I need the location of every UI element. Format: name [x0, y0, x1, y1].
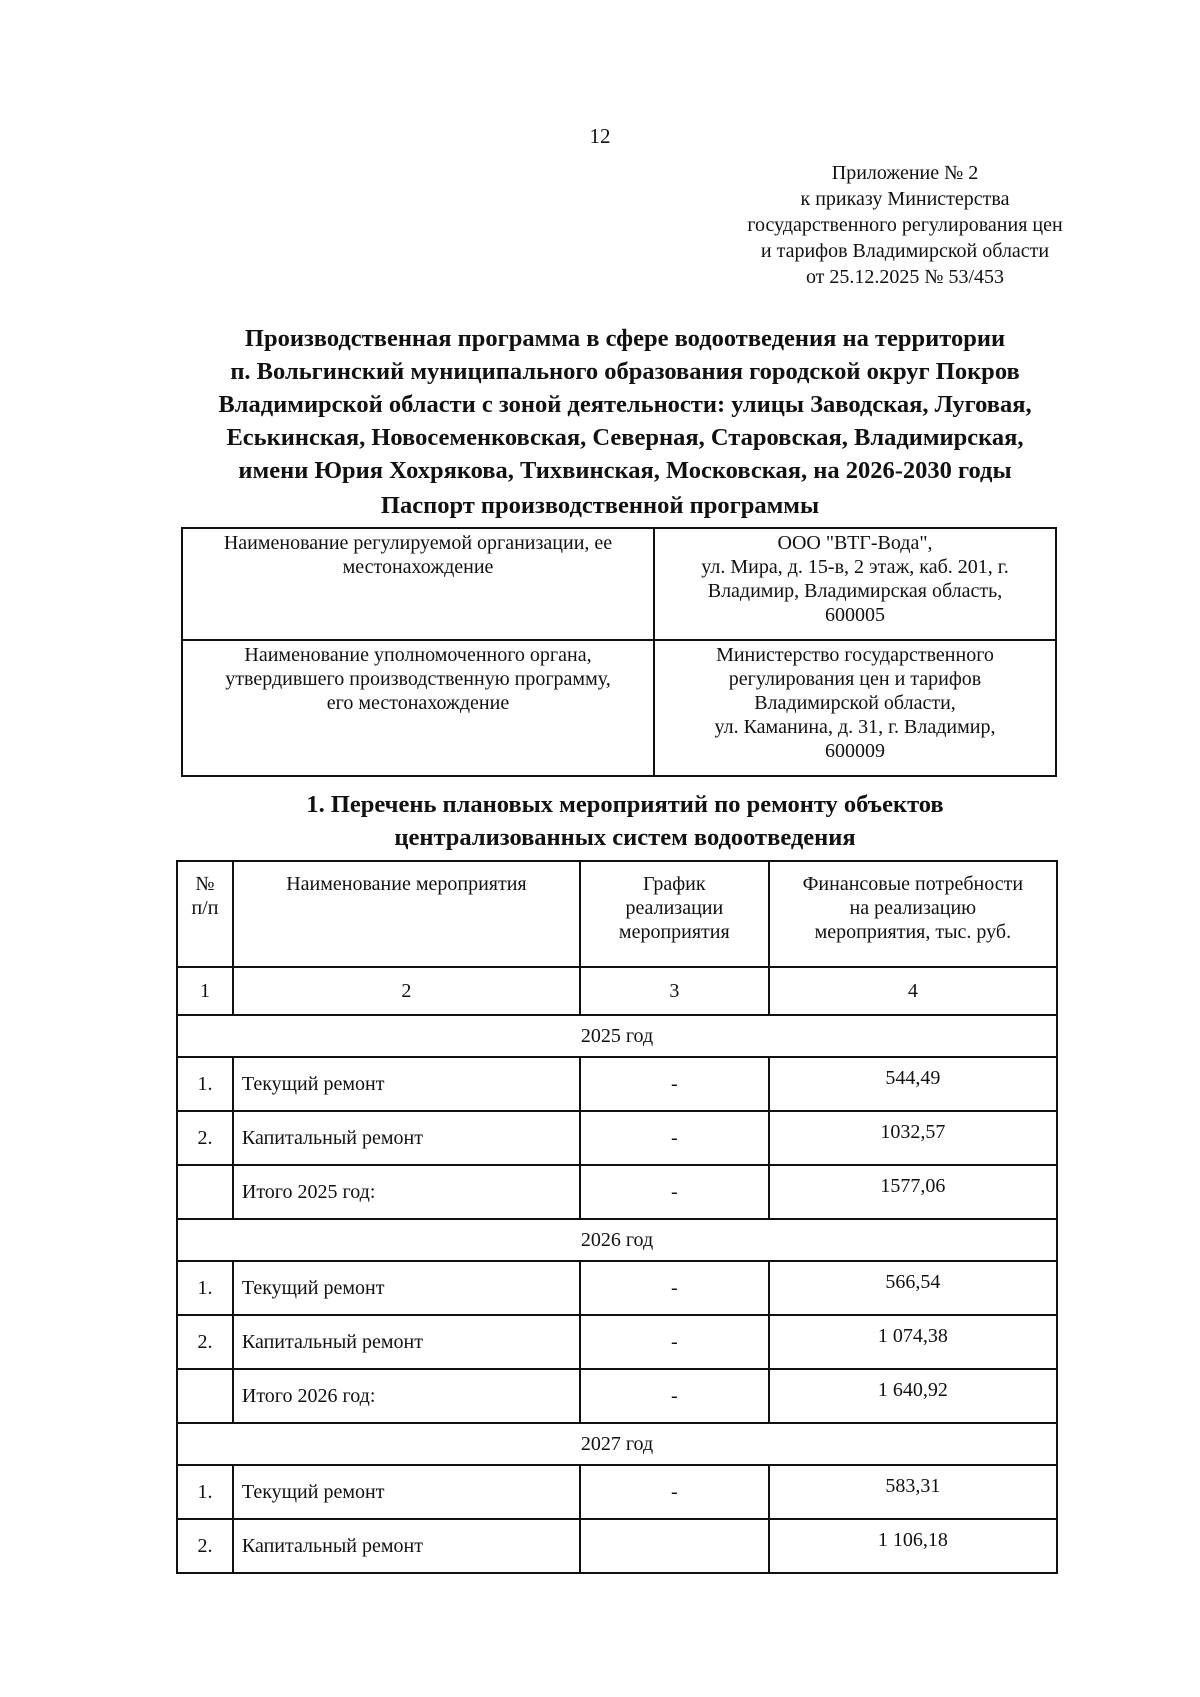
measure-schedule: -: [580, 1111, 769, 1165]
passport-value-cell: [654, 640, 1056, 776]
year-label: 2027 год: [177, 1423, 1057, 1465]
header-cell-number: № п/п: [177, 861, 233, 967]
table-row: [177, 1261, 1057, 1315]
header-cell-name: Наименование мероприятия: [233, 861, 580, 967]
measure-name: Текущий ремонт: [233, 1261, 580, 1315]
measure-schedule: -: [580, 1315, 769, 1369]
row-number: 1.: [177, 1261, 233, 1315]
title-line: Владимирской области с зоной деятельности: улицы Заводская, Луговая,: [218, 391, 1032, 418]
passport-label-cell: [182, 640, 654, 776]
header-cell-schedule: График реализации мероприятия: [580, 861, 769, 967]
passport-heading: Паспорт производственной программы: [380, 492, 820, 519]
measure-amount: 583,31: [769, 1465, 1057, 1519]
measure-amount: 1 106,18: [769, 1519, 1057, 1573]
header-row: [177, 861, 1057, 967]
measure-amount: 1 640,92: [769, 1369, 1057, 1423]
row-number: 2.: [177, 1315, 233, 1369]
row-number: [177, 1165, 233, 1219]
measure-amount: 566,54: [769, 1261, 1057, 1315]
measure-name: Итого 2026 год:: [233, 1369, 580, 1423]
table-row: [177, 1519, 1057, 1573]
page-number: 12: [589, 124, 611, 148]
row-number: 1.: [177, 1057, 233, 1111]
passport-label-line: местонахождение: [342, 556, 494, 578]
appendix-line: к приказу Министерства: [800, 188, 1010, 210]
measure-amount: 1032,57: [769, 1111, 1057, 1165]
passport-value-line: 600005: [825, 604, 885, 626]
passport-value-line: 600009: [825, 740, 885, 762]
title-line: Производственная программа в сфере водоотведения на территории: [244, 325, 1006, 352]
table-row: [177, 1369, 1057, 1423]
passport-value-line: регулирования цен и тарифов: [728, 668, 982, 690]
passport-row: [182, 528, 1056, 640]
measure-schedule: -: [580, 1057, 769, 1111]
passport-row: [182, 640, 1056, 776]
measure-name: Итого 2025 год:: [233, 1165, 580, 1219]
passport-value-line: ул. Мира, д. 15-в, 2 этаж, каб. 201, г.: [701, 556, 1009, 578]
row-number: 2.: [177, 1111, 233, 1165]
table-row: [177, 1057, 1057, 1111]
column-number: 2: [233, 967, 580, 1015]
measure-schedule: -: [580, 1261, 769, 1315]
title-line: п. Вольгинский муниципального образования городской округ Покров: [230, 358, 1020, 385]
column-number-row: [177, 967, 1057, 1015]
appendix-line: государственного регулирования цен: [747, 214, 1063, 236]
column-number: 3: [580, 967, 769, 1015]
year-row: [177, 1219, 1057, 1261]
document-title: [160, 322, 1090, 487]
title-line: имени Юрия Хохрякова, Тихвинская, Московская, на 2026-2030 годы: [238, 457, 1012, 484]
passport-value-line: Владимирской области,: [754, 692, 956, 714]
measure-name: Капитальный ремонт: [233, 1315, 580, 1369]
passport-label-line: Наименование уполномоченного органа,: [244, 644, 592, 666]
appendix-line: от 25.12.2025 № 53/453: [805, 266, 1005, 288]
passport-label-cell: [182, 528, 654, 640]
passport-value-line: Владимир, Владимирская область,: [707, 580, 1003, 602]
measure-name: Капитальный ремонт: [233, 1519, 580, 1573]
measure-amount: 1577,06: [769, 1165, 1057, 1219]
passport-value-line: ул. Каманина, д. 31, г. Владимир,: [714, 716, 996, 738]
section-heading: [160, 788, 1090, 854]
measures-table: [176, 860, 1058, 1574]
measure-schedule: -: [580, 1465, 769, 1519]
measure-amount: 1 074,38: [769, 1315, 1057, 1369]
table-row: [177, 1465, 1057, 1519]
section-heading-line: централизованных систем водоотведения: [394, 824, 856, 851]
row-number: [177, 1369, 233, 1423]
passport-value-line: Министерство государственного: [716, 644, 994, 666]
passport-label-line: Наименование регулируемой организации, ее: [223, 532, 613, 554]
year-label: 2025 год: [177, 1015, 1057, 1057]
column-number: 4: [769, 967, 1057, 1015]
measure-schedule: -: [580, 1165, 769, 1219]
table-row: [177, 1165, 1057, 1219]
measure-name: Текущий ремонт: [233, 1057, 580, 1111]
passport-value-cell: [654, 528, 1056, 640]
header-cell-amount: Финансовые потребности на реализацию мероприятия, тыс. руб.: [769, 861, 1057, 967]
column-number: 1: [177, 967, 233, 1015]
passport-table: [181, 527, 1057, 777]
passport-label-line: утвердившего производственную программу,: [225, 668, 611, 690]
section-heading-line: 1. Перечень плановых мероприятий по ремонту объектов: [306, 791, 944, 818]
year-row: [177, 1015, 1057, 1057]
year-label: 2026 год: [177, 1219, 1057, 1261]
passport-label-line: его местонахождение: [326, 692, 510, 714]
title-line: Еськинская, Новосеменковская, Северная, Старовская, Владимирская,: [226, 424, 1024, 451]
passport-value-line: ООО "ВТГ-Вода",: [777, 532, 933, 554]
row-number: 2.: [177, 1519, 233, 1573]
row-number: 1.: [177, 1465, 233, 1519]
measure-schedule: -: [580, 1369, 769, 1423]
year-row: [177, 1423, 1057, 1465]
table-row: [177, 1111, 1057, 1165]
measure-name: Текущий ремонт: [233, 1465, 580, 1519]
appendix-line: Приложение № 2: [831, 162, 979, 184]
appendix-note: [690, 160, 1120, 290]
measure-amount: 544,49: [769, 1057, 1057, 1111]
measure-schedule: [580, 1519, 769, 1573]
measure-name: Капитальный ремонт: [233, 1111, 580, 1165]
appendix-line: и тарифов Владимирской области: [760, 240, 1050, 262]
table-row: [177, 1315, 1057, 1369]
